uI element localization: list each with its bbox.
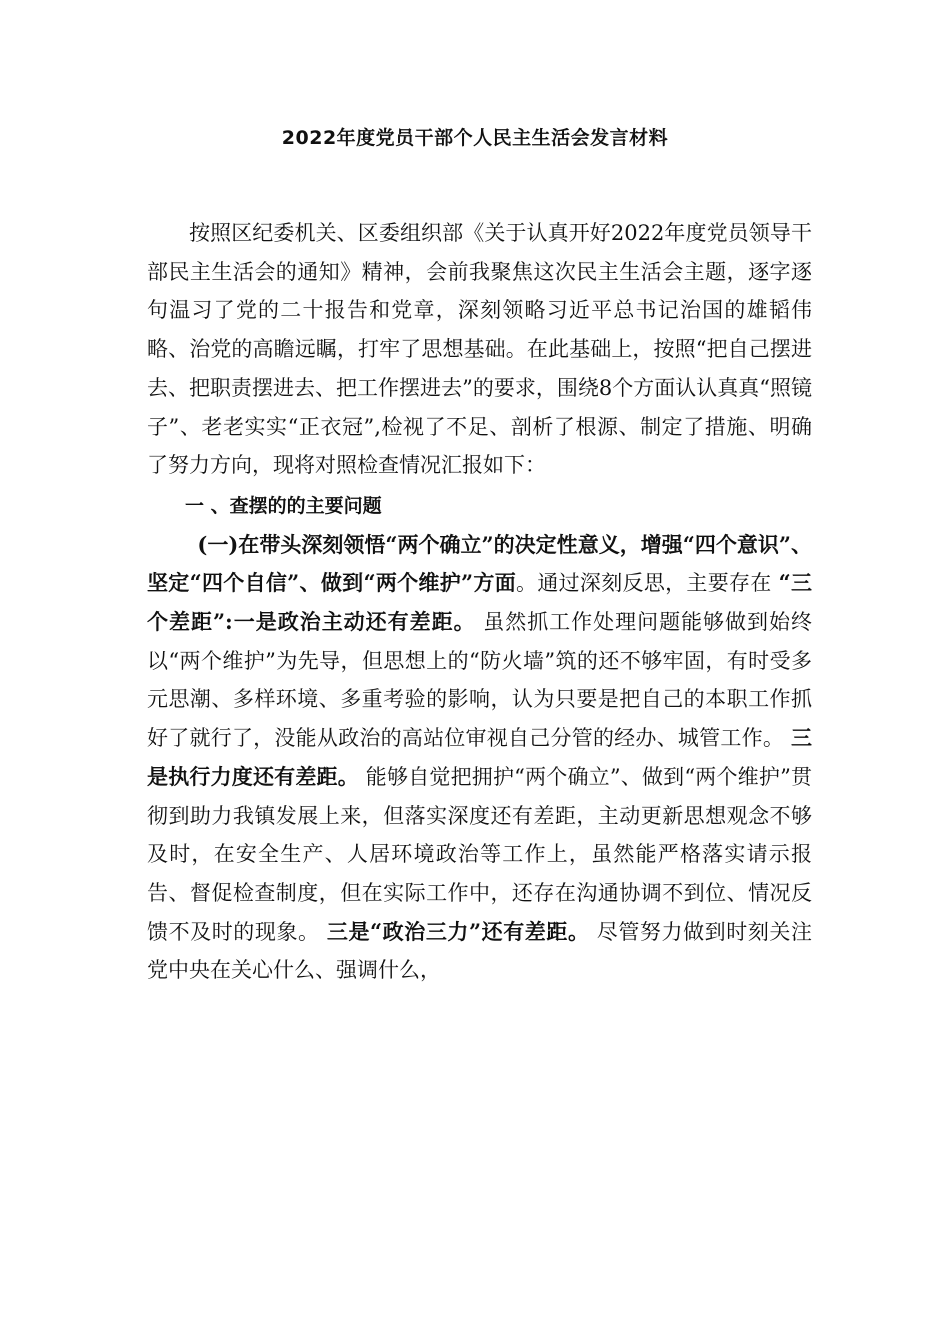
bold-phrase: “三个差距”:一是政治主动还有差距。 <box>147 570 812 635</box>
document-title: 2022年度党员干部个人民主生活会发言材料 <box>281 127 669 149</box>
paragraph-text: 。通过深刻反思，主要存在 <box>516 571 779 596</box>
document-body <box>147 214 812 990</box>
bold-phrase: 三是“政治三力”还有差距。 <box>326 918 590 944</box>
section-heading-1: 一 、查摆的的主要问题 <box>185 494 382 517</box>
paragraph-text: 虽然抓工作处理问题能够做到始终以“两个维护”为先导，但思想上的“防火墙”筑的还不够牢固，有时受多元思潮、多样环境、多重考验的影响，认为只要是把自己的本职工作抓好了就行了，没能从政治的高站位审视自己分管的经办、城管工作。 <box>147 610 812 751</box>
paragraph-text: 尽管努力做到时刻关注党中央在关心什么、强调什么， <box>147 919 812 983</box>
sub-heading-1: (一)在带头深刻领悟“两个确立”的决定性意义，增强“四个意识”、坚定“四个自信”、做到“两个维护”方面 <box>147 531 812 596</box>
intro-paragraph: 按照区纪委机关、区委组织部《关于认真开好2022年度党员领导干部民主生活会的通知》精神，会前我聚焦这次民主生活会主题，逐字逐句温习了党的二十报告和党章，深刻领略习近平总书记治国的雄韬伟略、治党的高瞻远瞩，打牢了思想基础。在此基础上，按照“把自己摆进去、把职责摆进去、把工作摆进去”的要求，围绕8个方面认认真真“照镜子”、老老实实“正衣冠”,检视了不足、剖析了根源、制定了措施、明确了努力方向，现将对照检查情况汇报如下： <box>147 221 812 478</box>
section-1-paragraph <box>147 526 812 990</box>
paragraph-text: 能够自觉把拥护“两个确立”、做到“两个维护”贯彻到助力我镇发展上来，但落实深度还有差距，主动更新思想观念不够及时，在安全生产、人居环境政治等工作上，虽然能严格落实请示报告、督促检查制度，但在实际工作中，还存在沟通协调不到位、情况反馈不及时的现象。 <box>147 764 812 944</box>
bold-phrase: 三是执行力度还有差距。 <box>147 725 812 789</box>
